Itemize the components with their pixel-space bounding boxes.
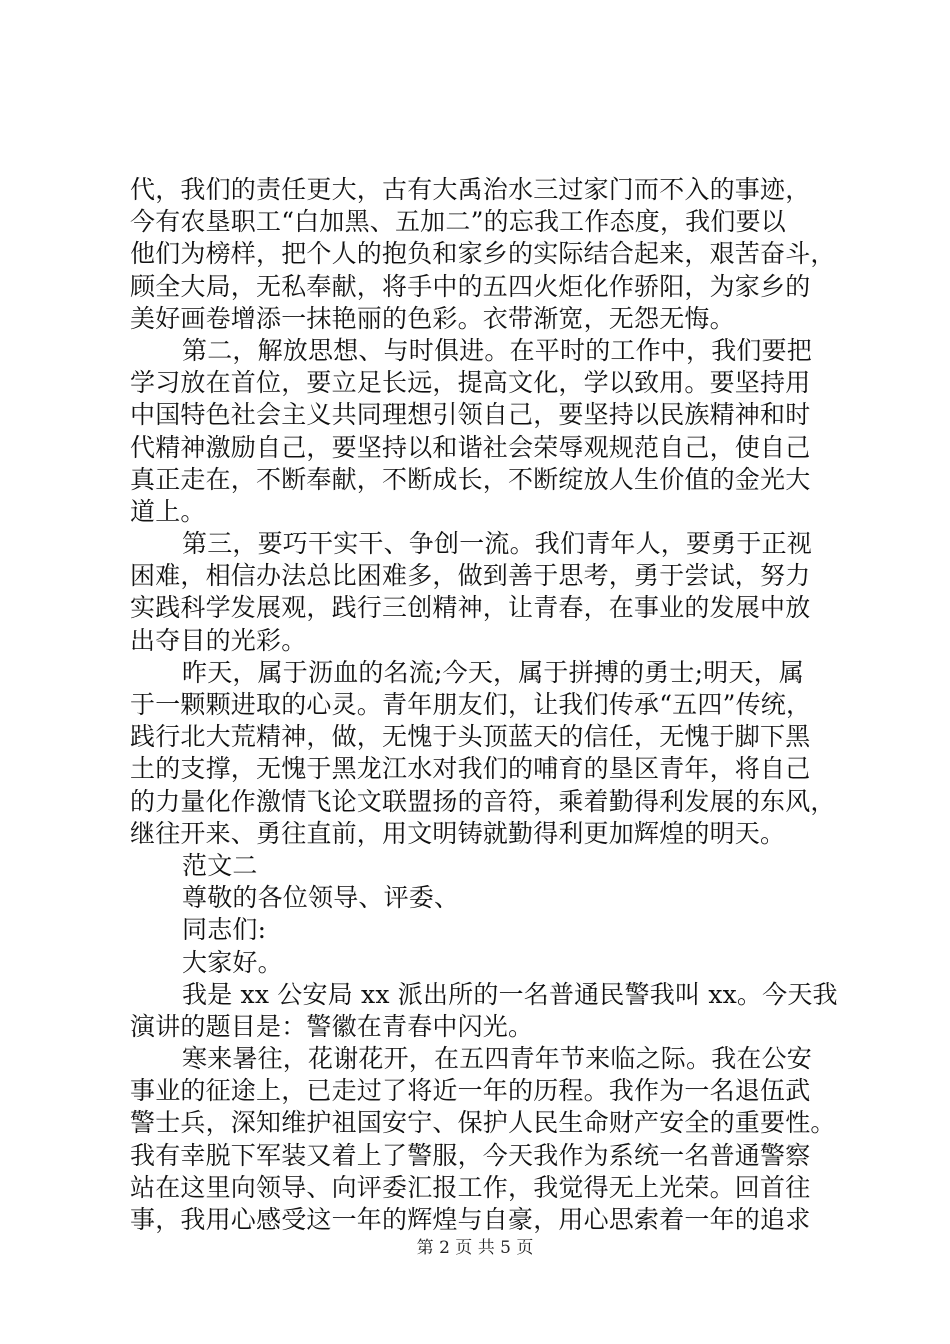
- document-body: [130, 174, 838, 1236]
- text-line: 学习放在首位，要立足长远，提高文化，学以致用。要坚持用: [130, 368, 811, 398]
- text-line: 昨天，属于沥血的名流;今天，属于拼搏的勇士;明天，属: [182, 657, 805, 687]
- text-line: 美好画卷增添一抹艳丽的色彩。衣带渐宽，无怨无悔。: [130, 303, 735, 333]
- text-line: 的力量化作激情飞论文联盟扬的音符，乘着勤得利发展的东风，: [130, 786, 836, 816]
- text-line: 第二，解放思想、与时俱进。在平时的工作中，我们要把: [182, 335, 813, 365]
- text-line: 于一颗颗进取的心灵。青年朋友们，让我们传承“五四”传统，: [130, 690, 812, 719]
- text-line: 警士兵，深知维护祖国安宁、保护人民生命财产安全的重要性。: [130, 1108, 836, 1138]
- page-number-footer: 第 2 页 共 5 页: [416, 1238, 534, 1258]
- text-line: 道上。: [130, 496, 206, 526]
- text-line: 第三，要巧干实干、争创一流。我们青年人，要勇于正视: [182, 529, 813, 559]
- text-line: 范文二: [182, 850, 258, 880]
- text-line: 同志们:: [182, 915, 267, 945]
- text-line: 出夺目的光彩。: [130, 625, 307, 655]
- text-line: 我是 xx 公安局 xx 派出所的一名普通民警我叫 xx。今天我: [182, 979, 838, 1009]
- text-line: 站在这里向领导、向评委汇报工作，我觉得无上光荣。回首往: [130, 1172, 811, 1202]
- text-line: 真正走在，不断奉献，不断成长，不断绽放人生价值的金光大: [130, 464, 811, 494]
- text-line: 尊敬的各位领导、评委、: [182, 883, 460, 913]
- text-line: 事，我用心感受这一年的辉煌与自豪，用心思索着一年的追求: [130, 1205, 811, 1234]
- text-line: 代，我们的责任更大，古有大禹治水三过家门而不入的事迹，: [130, 175, 811, 204]
- text-line: 困难，相信办法总比困难多，做到善于思考，勇于尝试，努力: [130, 561, 811, 591]
- text-line: 演讲的题目是：警徽在青春中闪光。: [130, 1011, 534, 1041]
- text-line: 顾全大局，无私奉献，将手中的五四火炬化作骄阳，为家乡的: [130, 271, 811, 301]
- text-line: 实践科学发展观，践行三创精神，让青春，在事业的发展中放: [130, 593, 811, 623]
- text-line: 事业的征途上，已走过了将近一年的历程。我作为一名退伍武: [130, 1076, 811, 1106]
- text-line: 大家好。: [182, 947, 283, 977]
- text-line: 继往开来、勇往直前，用文明铸就勤得利更加辉煌的明天。: [130, 818, 786, 848]
- text-line: 寒来暑往，花谢花开，在五四青年节来临之际。我在公安: [182, 1044, 813, 1074]
- text-line: 中国特色社会主义共同理想引领自己，要坚持以民族精神和时: [130, 400, 811, 430]
- text-line: 土的支撑，无愧于黑龙江水对我们的哺育的垦区青年，将自己: [130, 754, 811, 784]
- text-line: 今有农垦职工“白加黑、五加二”的忘我工作态度，我们要以: [130, 207, 786, 237]
- text-line: 践行北大荒精神，做，无愧于头顶蓝天的信任，无愧于脚下黑: [130, 722, 811, 752]
- text-line: 代精神激励自己，要坚持以和谐社会荣辱观规范自己，使自己: [130, 432, 811, 462]
- text-line: 他们为榜样，把个人的抱负和家乡的实际结合起来，艰苦奋斗，: [130, 239, 836, 269]
- text-line: 我有幸脱下军装又着上了警服，今天我作为系统一名普通警察: [130, 1140, 811, 1170]
